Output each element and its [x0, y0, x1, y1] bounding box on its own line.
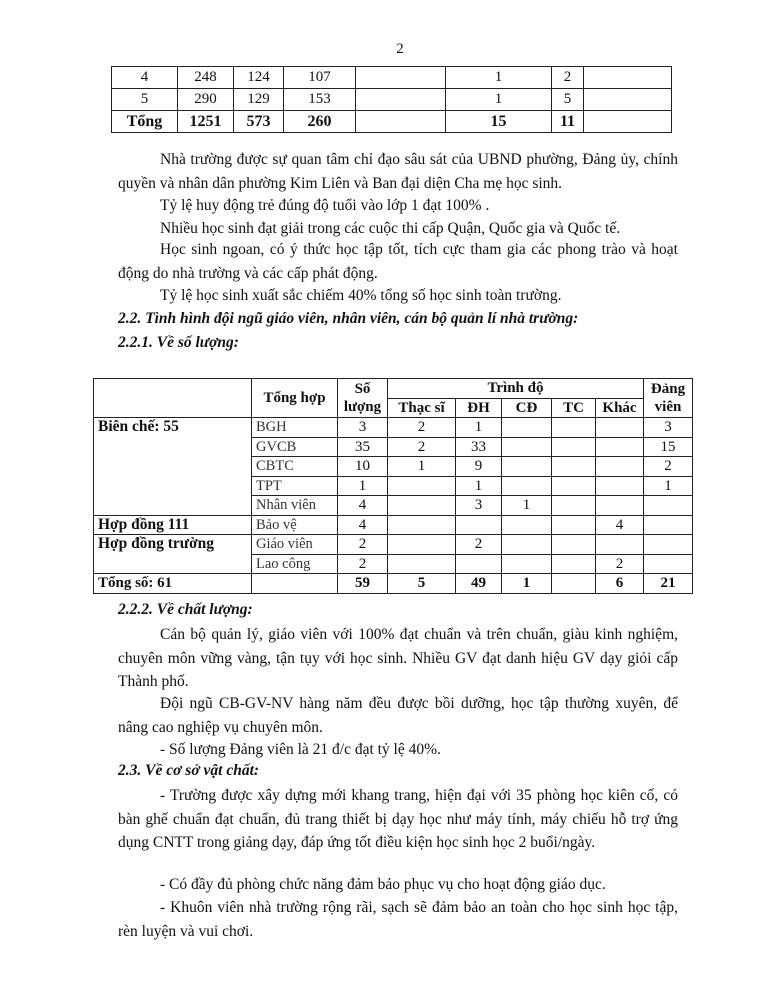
paragraph: - Có đầy đủ phòng chức năng đảm bảo phục vụ cho hoạt động giáo dục. [160, 876, 606, 893]
paragraph: - Trường được xây dựng mới khang trang, hiện đại với 35 phòng học kiên cố, có bàn ghế chuẩn đạt chuẩn, đủ trang thiết bị dạy học như máy tính, máy chiếu hỗ trợ ứng dụng CNTT trong giảng dạy, đáp ứng tốt điều kiện học sinh học 2 buổi/ngày. [118, 787, 678, 851]
table-cell [356, 89, 446, 111]
table-cell: 290 [178, 89, 234, 111]
column-header-level: TC [552, 398, 596, 418]
table-cell: 3 [644, 418, 693, 438]
table-cell: Giáo viên [252, 535, 338, 555]
table-cell [388, 496, 456, 516]
table-cell: 573 [234, 111, 284, 133]
section-heading: 2.2.1. Về số lượng: [118, 334, 239, 351]
table-cell [356, 67, 446, 89]
paragraph: Cán bộ quản lý, giáo viên với 100% đạt chuẩn và trên chuẩn, giàu kinh nghiệm, chuyên môn vững vàng, tận tụy với học sinh. Nhiều GV đạt danh hiệu GV dạy giỏi cấp Thành phố. [118, 626, 678, 690]
table-cell [502, 535, 552, 555]
table-cell: 124 [234, 67, 284, 89]
table-cell [502, 515, 552, 535]
paragraph: - Số lượng Đảng viên là 21 đ/c đạt tỷ lệ 40%. [160, 741, 441, 758]
paragraph: Học sinh ngoan, có ý thức học tập tốt, tích cực tham gia các phong trào và hoạt động do nhà trường và các cấp phát động. [118, 241, 678, 282]
table-cell [502, 554, 552, 574]
table-cell: 4 [338, 515, 388, 535]
header-line: viên [654, 399, 682, 415]
table-cell: 2 [456, 535, 502, 555]
table-cell [94, 379, 252, 418]
table-cell: 1 [338, 476, 388, 496]
table-cell: 2 [388, 418, 456, 438]
table-cell: 59 [338, 574, 388, 594]
table-cell: 1 [456, 476, 502, 496]
table-row [112, 67, 672, 89]
table-cell: 5 [388, 574, 456, 594]
table-cell: 11 [552, 111, 584, 133]
table-cell: Tổng [112, 111, 178, 133]
table-row [112, 89, 672, 111]
table-cell: 4 [338, 496, 388, 516]
table-cell: 2 [338, 554, 388, 574]
paragraph: Tỷ lệ huy động trẻ đúng độ tuổi vào lớp 1 đạt 100% . [160, 197, 490, 214]
table-cell [644, 496, 693, 516]
table-cell [388, 554, 456, 574]
section-heading: 2.3. Về cơ sở vật chất: [118, 762, 260, 779]
table-cell [356, 111, 446, 133]
table-cell: 5 [552, 89, 584, 111]
table-cell: Lao công [252, 554, 338, 574]
table-cell: 248 [178, 67, 234, 89]
column-header-so-luong [338, 379, 388, 418]
table-cell: 33 [456, 437, 502, 457]
group-label-hop-dong-111: Hợp đồng 111 [94, 515, 252, 535]
table-cell: 2 [596, 554, 644, 574]
table-cell: BGH [252, 418, 338, 438]
table-cell [644, 554, 693, 574]
table-cell [552, 418, 596, 438]
table-cell [584, 67, 672, 89]
table-cell: 153 [284, 89, 356, 111]
column-header-tong-hop: Tổng hợp [252, 379, 338, 418]
table-cell: 1 [644, 476, 693, 496]
table-cell: 35 [338, 437, 388, 457]
column-header-trinh-do: Trình độ [388, 379, 644, 399]
header-line: lượng [343, 399, 382, 415]
table-cell [502, 457, 552, 477]
table-total-row [112, 111, 672, 133]
table-cell [456, 515, 502, 535]
table-cell [552, 437, 596, 457]
table-cell [644, 515, 693, 535]
page-number: 2 [396, 41, 404, 57]
table-cell [502, 437, 552, 457]
table-header-row [94, 379, 693, 399]
table-cell: 1 [456, 418, 502, 438]
table-cell [596, 496, 644, 516]
table-cell: 2 [552, 67, 584, 89]
column-header-level: CĐ [502, 398, 552, 418]
table-cell [552, 515, 596, 535]
table-cell [596, 437, 644, 457]
paragraph: Đội ngũ CB-GV-NV hàng năm đều được bồi dưỡng, học tập thường xuyên, để nâng cao nghiệp vụ chuyên môn. [118, 695, 678, 736]
student-stats-table [111, 66, 672, 133]
table-cell: 107 [284, 67, 356, 89]
table-cell: 4 [596, 515, 644, 535]
table-cell: 4 [112, 67, 178, 89]
table-cell [252, 574, 338, 594]
table-cell: GVCB [252, 437, 338, 457]
group-label-hop-dong-truong: Hợp đồng trường [94, 535, 252, 574]
group-label-bien-che: Biên chế: 55 [94, 418, 252, 516]
section-heading: 2.2.2. Về chất lượng: [118, 601, 253, 618]
table-cell: 10 [338, 457, 388, 477]
table-row [94, 535, 693, 555]
table-cell: 1 [502, 574, 552, 594]
table-cell: 2 [338, 535, 388, 555]
table-cell: 49 [456, 574, 502, 594]
column-header-level: Khác [596, 398, 644, 418]
column-header-level: Thạc sĩ [388, 398, 456, 418]
table-cell [552, 574, 596, 594]
table-cell [388, 535, 456, 555]
table-cell: 15 [644, 437, 693, 457]
table-row [94, 515, 693, 535]
table-cell: 3 [338, 418, 388, 438]
table-cell: 6 [596, 574, 644, 594]
table-cell [596, 457, 644, 477]
table-cell [388, 515, 456, 535]
table-cell [552, 496, 596, 516]
table-cell [456, 554, 502, 574]
table-cell: 1 [388, 457, 456, 477]
table-cell [584, 89, 672, 111]
table-cell: 129 [234, 89, 284, 111]
table-cell [552, 554, 596, 574]
table-cell: CBTC [252, 457, 338, 477]
table-cell: 15 [446, 111, 552, 133]
table-cell: 1251 [178, 111, 234, 133]
table-cell [596, 535, 644, 555]
total-label: Tổng số: 61 [94, 574, 252, 594]
column-header-level: ĐH [456, 398, 502, 418]
table-cell: Nhân viên [252, 496, 338, 516]
table-cell [502, 476, 552, 496]
column-header-dang-vien [644, 379, 693, 418]
table-cell [596, 476, 644, 496]
table-cell [596, 418, 644, 438]
table-cell: 2 [388, 437, 456, 457]
table-cell [552, 476, 596, 496]
paragraph: - Khuôn viên nhà trường rộng rãi, sạch sẽ đảm bảo an toàn cho học sinh học tập, rèn luyện và vui chơi. [118, 899, 678, 940]
section-heading: 2.2. Tình hình đội ngũ giáo viên, nhân viên, cán bộ quản lí nhà trường: [118, 310, 579, 327]
table-cell: 5 [112, 89, 178, 111]
table-cell: Bảo vệ [252, 515, 338, 535]
table-cell: TPT [252, 476, 338, 496]
table-cell: 21 [644, 574, 693, 594]
table-cell [584, 111, 672, 133]
staff-stats-table [93, 378, 693, 594]
header-line: Số [354, 380, 371, 397]
table-cell: 9 [456, 457, 502, 477]
table-cell [552, 457, 596, 477]
table-cell [502, 418, 552, 438]
table-cell: 3 [456, 496, 502, 516]
header-line: Đảng [650, 380, 686, 397]
paragraph: Tỷ lệ học sinh xuất sắc chiếm 40% tổng số học sinh toàn trường. [160, 287, 562, 304]
table-cell [552, 535, 596, 555]
table-cell: 1 [446, 89, 552, 111]
paragraph: Nhiều học sinh đạt giải trong các cuộc thi cấp Quận, Quốc gia và Quốc tế. [160, 220, 621, 237]
table-row [94, 418, 693, 438]
table-cell [644, 535, 693, 555]
table-cell: 260 [284, 111, 356, 133]
table-total-row [94, 574, 693, 594]
table-cell [388, 476, 456, 496]
table-cell: 1 [502, 496, 552, 516]
table-cell: 2 [644, 457, 693, 477]
table-cell: 1 [446, 67, 552, 89]
paragraph: Nhà trường được sự quan tâm chỉ đạo sâu sát của UBND phường, Đảng ủy, chính quyền và nhân dân phường Kim Liên và Ban đại diện Cha mẹ học sinh. [118, 151, 678, 192]
